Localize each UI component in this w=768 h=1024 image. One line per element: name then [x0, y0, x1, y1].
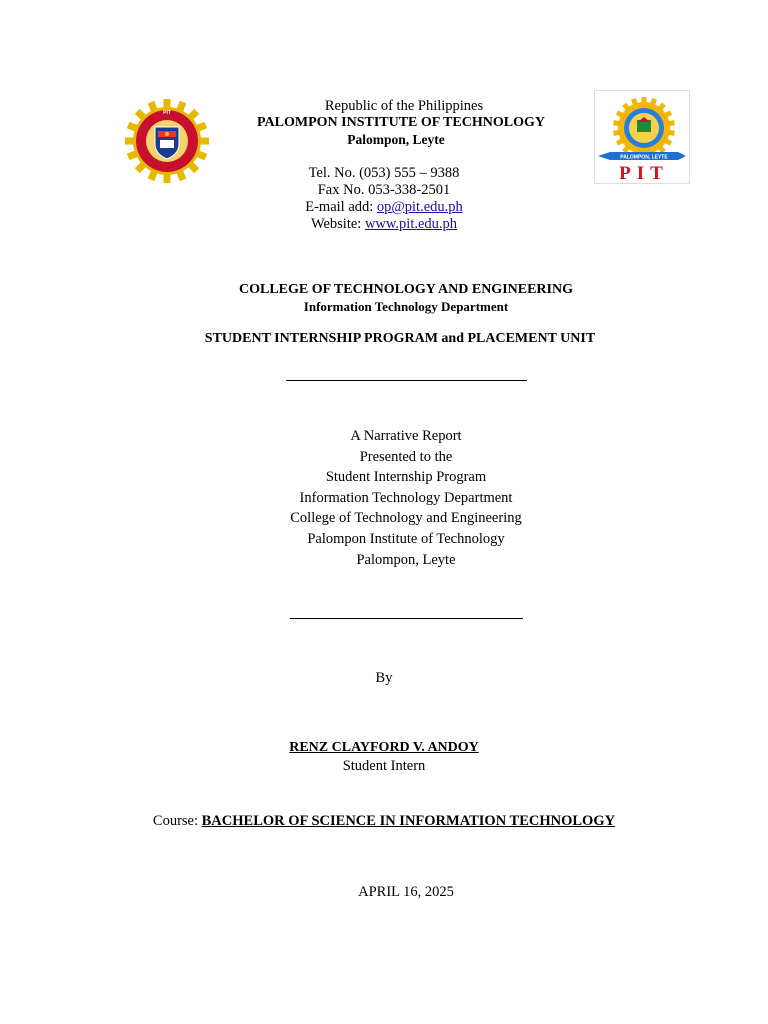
tel-line: [0, 165, 768, 182]
institute-name-text: PALOMPON INSTITUTE OF TECHNOLOGY: [257, 115, 545, 130]
republic-line: [0, 98, 768, 115]
department-name-text: Information Technology Department: [303, 299, 509, 314]
course-line: [0, 813, 768, 830]
website-link[interactable]: www.pit.edu.ph: [364, 216, 458, 232]
report-line: Presented to the: [359, 448, 453, 465]
report-line: A Narrative Report: [350, 428, 462, 444]
right-logo-wordmark: PIT: [619, 163, 669, 184]
report-line: Student Internship Program: [325, 469, 487, 486]
student-role: [0, 758, 768, 775]
report-line: Information Technology Department: [299, 489, 513, 506]
course-value: BACHELOR OF SCIENCE IN INFORMATION TECHNOLOGY: [201, 813, 616, 829]
website-label: Website:: [310, 216, 365, 232]
institute-location: [0, 132, 768, 148]
report-line: Palompon Institute of Technology: [307, 530, 505, 547]
department-name: [0, 299, 768, 315]
college-name: [0, 282, 768, 298]
report-line: College of Technology and Engineering: [290, 510, 522, 527]
report-block: [0, 426, 768, 570]
email-link[interactable]: op@pit.edu.ph: [376, 199, 463, 215]
institute-location-text: Palompon, Leyte: [347, 132, 445, 147]
website-line: [0, 216, 768, 233]
fax-text: Fax No. 053-338-2501: [317, 182, 451, 198]
report-date: [0, 884, 768, 901]
email-label: E-mail add:: [305, 199, 377, 215]
right-logo-banner-text: PALOMPON, LEYTE: [620, 154, 668, 161]
by-label: [0, 670, 768, 687]
svg-text:PIT: PIT: [163, 110, 171, 116]
divider-top: [286, 380, 527, 381]
college-name-text: COLLEGE OF TECHNOLOGY AND ENGINEERING: [239, 282, 573, 297]
institute-name: [0, 115, 768, 131]
student-role-text: Student Intern: [342, 758, 426, 774]
divider-bottom: [290, 618, 523, 619]
student-name: [0, 740, 768, 756]
unit-name: [0, 331, 768, 347]
republic-text: Republic of the Philippines: [324, 98, 484, 114]
tel-text: Tel. No. (053) 555 – 9388: [308, 165, 460, 181]
course-label: Course:: [152, 813, 202, 829]
report-line: Palompon, Leyte: [356, 551, 456, 568]
fax-line: [0, 182, 768, 199]
unit-name-text: STUDENT INTERNSHIP PROGRAM and PLACEMENT UNIT: [204, 331, 596, 346]
report-date-text: APRIL 16, 2025: [358, 884, 454, 900]
by-text: By: [375, 670, 393, 686]
email-line: [0, 199, 768, 216]
student-name-text: RENZ CLAYFORD V. ANDOY: [289, 740, 479, 755]
